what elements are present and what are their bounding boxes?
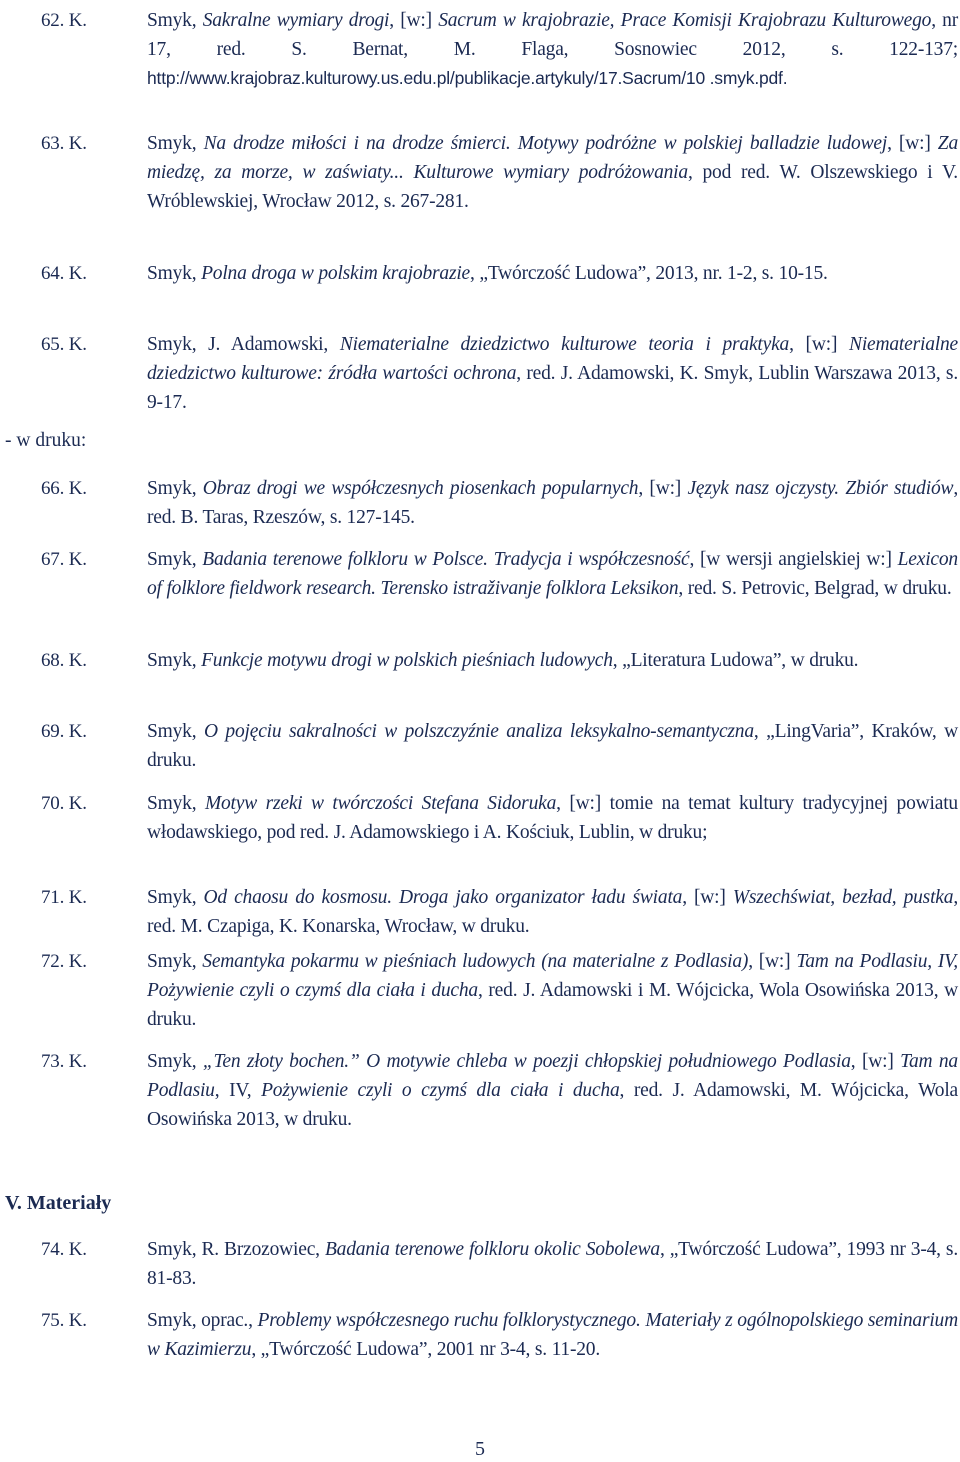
entry-text-run: , red. J. Adamowski, M. Wójcicka, Wola Osowińska 2013, w druku. bbox=[147, 1080, 958, 1130]
entry-text bbox=[147, 883, 958, 941]
entry-number: 64. K. bbox=[41, 263, 87, 284]
entry-number: 75. K. bbox=[41, 1310, 87, 1331]
entry-title-italic: Niematerialne dziedzictwo kulturowe: źródła wartości ochrona bbox=[147, 334, 958, 384]
page-number: 5 bbox=[475, 1438, 485, 1460]
entry-text-run: , [w:] bbox=[682, 887, 733, 908]
entry-text-run: , „Twórczość Ludowa”, 2013, nr. 1-2, s. 10-15. bbox=[470, 263, 828, 284]
entry-number: 69. K. bbox=[41, 721, 87, 742]
entry-title-italic: Sacrum w krajobrazie, Prace Komisji Krajobrazu Kulturowego bbox=[438, 10, 932, 31]
entry-text bbox=[147, 330, 958, 417]
entry-text-run: , „LingVaria”, Kraków, w druku. bbox=[147, 721, 958, 771]
entry-number: 67. K. bbox=[41, 549, 87, 570]
entry-text-run: , red. M. Czapiga, K. Konarska, Wrocław, w druku. bbox=[147, 887, 958, 937]
in-press-heading: - w druku: bbox=[5, 430, 87, 451]
entry-text-run: , „Twórczość Ludowa”, 1993 nr 3-4, s. 81-83. bbox=[147, 1239, 958, 1289]
entry-title-italic: Wszechświat, bezład, pustka bbox=[732, 887, 954, 908]
entry-text-run: , „Twórczość Ludowa”, 2001 nr 3-4, s. 11-20. bbox=[251, 1339, 601, 1360]
entry-text-run: Smyk, bbox=[147, 10, 203, 31]
entry-text-run: Smyk, bbox=[147, 951, 203, 972]
entry-text bbox=[147, 1047, 958, 1134]
entry-text-run: , [w:] bbox=[389, 10, 439, 31]
entry-text-run: , [w:] bbox=[748, 951, 797, 972]
entry-title-italic: Problemy współczesnego ruchu folklorystycznego. Materiały z ogólnopolskiego seminarium w Kazimierzu bbox=[147, 1310, 958, 1360]
entry-title-italic: Badania terenowe folkloru w Polsce. Tradycja i współczesność bbox=[202, 549, 690, 570]
entry-text-run: Smyk, bbox=[147, 478, 203, 499]
entry-title-italic: Niematerialne dziedzictwo kulturowe teoria i praktyka bbox=[339, 334, 790, 355]
entry-text-run: Smyk, oprac., bbox=[147, 1310, 258, 1331]
entry-number: 65. K. bbox=[41, 334, 87, 355]
entry-text-run: Smyk, bbox=[147, 793, 205, 814]
entry-number: 71. K. bbox=[41, 887, 87, 908]
entry-text-run: , nr 17, red. S. Bernat, M. Flaga, Sosnowiec 2012, s. 122-137; bbox=[147, 10, 958, 60]
entry-text-run: Smyk, bbox=[147, 133, 204, 154]
entry-title-italic: Za miedzę, za morze, w zaświaty... Kulturowe wymiary podróżowania bbox=[147, 133, 958, 183]
entry-title-italic: Sakralne wymiary drogi bbox=[202, 10, 390, 31]
entry-url: http://www.krajobraz.kulturowy.us.edu.pl/publikacje.artykuly/17.Sacrum/10 .smyk.pdf. bbox=[147, 68, 788, 88]
entry-text-run: , [w:] bbox=[850, 1051, 901, 1072]
entry-text-run: , red. J. Adamowski, K. Smyk, Lublin Warszawa 2013, s. 9-17. bbox=[147, 363, 958, 413]
entry-number: 63. K. bbox=[41, 133, 87, 154]
entry-text-run: , IV, bbox=[214, 1080, 262, 1101]
entry-title-italic: Na drodze miłości i na drodze śmierci. Motywy podróżne w polskiej balladzie ludowej bbox=[203, 133, 888, 154]
entry-title-italic: Język nasz ojczysty. Zbiór studiów bbox=[687, 478, 954, 499]
entry-text bbox=[147, 474, 958, 532]
entry-text bbox=[147, 545, 958, 603]
entry-text bbox=[147, 259, 958, 288]
entry-text-run: , [w:] bbox=[789, 334, 850, 355]
entry-title-italic: Funkcje motywu drogi w polskich pieśniach ludowych bbox=[201, 650, 613, 671]
entry-text-run: , „Literatura Ludowa”, w druku. bbox=[612, 650, 859, 671]
entry-title-italic: Tam na Podlasiu, IV, Pożywienie czyli o czymś dla ciała i ducha bbox=[147, 951, 958, 1001]
entry-text bbox=[147, 717, 958, 775]
entry-text-run: , red. B. Taras, Rzeszów, s. 127-145. bbox=[147, 478, 958, 528]
entry-text bbox=[147, 129, 958, 216]
entry-title-italic: Motyw rzeki w twórczości Stefana Sidoruka bbox=[204, 793, 557, 814]
entry-text-run: Smyk, bbox=[147, 721, 204, 742]
entry-text-run: Smyk, bbox=[147, 549, 203, 570]
entry-title-italic: „Ten złoty bochen.” O motywie chleba w poezji chłopskiej południowego Podlasia bbox=[202, 1051, 851, 1072]
entry-title-italic: Badania terenowe folkloru okolic Sobolewa bbox=[324, 1239, 660, 1260]
entry-text-run: , red. S. Petrovic, Belgrad, w druku. bbox=[678, 578, 952, 599]
entry-title-italic: Tam na Podlasiu bbox=[147, 1051, 958, 1101]
entry-text-run: Smyk, bbox=[147, 263, 202, 284]
entry-text bbox=[147, 1235, 958, 1293]
entry-title-italic: Semantyka pokarmu w pieśniach ludowych (na materialne z Podlasia) bbox=[202, 951, 749, 972]
entry-number: 62. K. bbox=[41, 10, 87, 31]
entry-number: 68. K. bbox=[41, 650, 87, 671]
entry-number: 66. K. bbox=[41, 478, 87, 499]
entry-text-run: , [w wersji angielskiej w:] bbox=[689, 549, 898, 570]
entry-title-italic: Pożywienie czyli o czymś dla ciała i ducha bbox=[261, 1080, 620, 1101]
section-heading: V. Materiały bbox=[5, 1192, 112, 1214]
entry-text bbox=[147, 947, 958, 1034]
entry-text-run: Smyk, bbox=[147, 1051, 203, 1072]
entry-text bbox=[147, 789, 958, 847]
entry-text-run: , red. J. Adamowski i M. Wójcicka, Wola Osowińska 2013, w druku. bbox=[147, 980, 958, 1030]
entry-text bbox=[147, 6, 958, 93]
entry-title-italic: Obraz drogi we współczesnych piosenkach popularnych bbox=[202, 478, 639, 499]
entry-number: 73. K. bbox=[41, 1051, 87, 1072]
entry-number: 72. K. bbox=[41, 951, 87, 972]
entry-title-italic: Polna droga w polskim krajobrazie bbox=[201, 263, 471, 284]
entry-text-run: Smyk, J. Adamowski, bbox=[147, 334, 340, 355]
entry-text-run: , [w:] tomie na temat kultury tradycyjnej powiatu włodawskiego, pod red. J. Adamowskiego i A. Kościuk, Lublin, w druku; bbox=[147, 793, 958, 843]
entry-number: 70. K. bbox=[41, 793, 87, 814]
entry-text-run: , [w:] bbox=[887, 133, 938, 154]
entry-text-run: , [w:] bbox=[638, 478, 688, 499]
entry-title-italic: Od chaosu do kosmosu. Droga jako organizator ładu świata bbox=[203, 887, 683, 908]
entry-text bbox=[147, 646, 958, 675]
entry-text-run: Smyk, R. Brzozowiec, bbox=[147, 1239, 325, 1260]
entry-text bbox=[147, 1306, 958, 1364]
entry-number: 74. K. bbox=[41, 1239, 87, 1260]
entry-text-run: , pod red. W. Olszewskiego i V. Wróblewskiej, Wrocław 2012, s. 267-281. bbox=[147, 162, 958, 212]
entry-title-italic: Lexicon of folklore fieldwork research. Terensko istraživanje folklora Leksikon bbox=[147, 549, 958, 599]
entry-title-italic: O pojęciu sakralności w polszczyźnie analiza leksykalno-semantyczna bbox=[203, 721, 754, 742]
entry-text-run: Smyk, bbox=[147, 650, 202, 671]
entry-text-run: Smyk, bbox=[147, 887, 204, 908]
